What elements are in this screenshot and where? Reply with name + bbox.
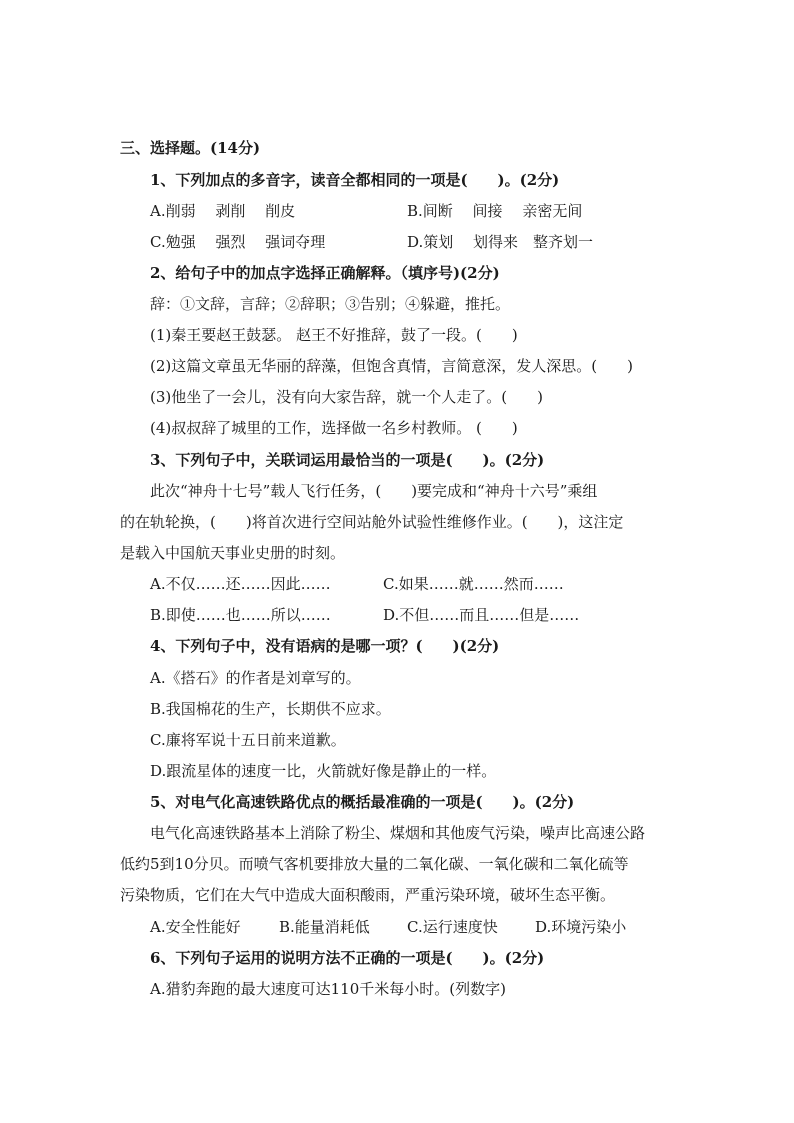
q3-options-row-2 bbox=[0, 605, 794, 625]
q3-option-b: B.即使……也……所以…… bbox=[150, 606, 331, 624]
q3-passage-line-3: 是载入中国航天事业史册的时刻。 bbox=[120, 544, 346, 562]
q4-option-b: B.我国棉花的生产，长期供不应求。 bbox=[150, 700, 391, 718]
q2-item-3: (3)他坐了一会儿，没有向大家告辞，就一个人走了。( ) bbox=[150, 388, 543, 406]
q5-passage-line-1: 电气化高速铁路基本上消除了粉尘、煤烟和其他废气污染，噪声比高速公路 bbox=[150, 824, 646, 842]
q3-passage-line-1: 此次“神舟十七号”载人飞行任务，( )要完成和“神舟十六号”乘组 bbox=[150, 482, 598, 500]
q6-option-a: A.猎豹奔跑的最大速度可达110千米每小时。(列数字) bbox=[150, 980, 506, 998]
q2-definition: 辞：①文辞，言辞；②辞职；③告别；④躲避，推托。 bbox=[150, 295, 511, 313]
q4-stem: 4、下列句子中，没有语病的是哪一项？( )(2分) bbox=[150, 637, 500, 655]
q6-stem: 6、下列句子运用的说明方法不正确的一项是( )。(2分) bbox=[150, 949, 545, 967]
q4-option-a: A.《搭石》的作者是刘章写的。 bbox=[150, 669, 361, 687]
q1-options-row-2 bbox=[0, 232, 794, 252]
q5-option-a: A.安全性能好 bbox=[150, 918, 241, 936]
q2-item-1: (1)秦王要赵王鼓瑟。 赵王不好推辞，鼓了一段。( ) bbox=[150, 326, 518, 344]
q3-stem: 3、下列句子中，关联词运用最恰当的一项是( )。(2分) bbox=[150, 451, 545, 469]
q5-option-b: B.能量消耗低 bbox=[279, 918, 370, 936]
q1-option-b: B.间断 间接 亲密无间 bbox=[407, 202, 583, 220]
q1-option-c: C.勉强 强烈 强词夺理 bbox=[150, 233, 326, 251]
q2-stem: 2、给句子中的加点字选择正确解释。（填序号)(2分) bbox=[150, 264, 500, 282]
q2-item-4: (4)叔叔辞了城里的工作，选择做一名乡村教师。 ( ) bbox=[150, 419, 518, 437]
q1-options-row-1 bbox=[0, 201, 794, 221]
q3-option-d: D.不但……而且……但是…… bbox=[383, 606, 580, 624]
q5-options-row bbox=[0, 917, 794, 937]
q1-option-a: A.削弱 剥削 削皮 bbox=[150, 202, 296, 220]
q5-option-d: D.环境污染小 bbox=[535, 918, 627, 936]
q5-passage-line-3: 污染物质，它们在大气中造成大面积酸雨，严重污染环境，破坏生态平衡。 bbox=[120, 886, 616, 904]
section-title: 三、选择题。(14分) bbox=[120, 139, 261, 157]
q3-option-c: C.如果……就……然而…… bbox=[383, 575, 564, 593]
q5-option-c: C.运行速度快 bbox=[407, 918, 498, 936]
q5-stem: 5、对电气化高速铁路优点的概括最准确的一项是( )。(2分) bbox=[150, 793, 575, 811]
q1-option-d: D.策划 划得来 整齐划一 bbox=[407, 233, 594, 251]
q2-item-2: (2)这篇文章虽无华丽的辞藻，但饱含真情，言简意深，发人深思。( ) bbox=[150, 357, 633, 375]
q4-option-c: C.廉将军说十五日前来道歉。 bbox=[150, 731, 346, 749]
q1-stem: 1、下列加点的多音字，读音全都相同的一项是( )。(2分) bbox=[150, 171, 560, 189]
q4-option-d: D.跟流星体的速度一比，火箭就好像是静止的一样。 bbox=[150, 762, 497, 780]
q3-option-a: A.不仅……还……因此…… bbox=[150, 575, 331, 593]
q5-passage-line-2: 低约5到10分贝。而喷气客机要排放大量的二氧化碳、一氧化碳和二氧化硫等 bbox=[120, 855, 629, 873]
q3-passage-line-2: 的在轨轮换，( )将首次进行空间站舱外试验性维修作业。( )，这注定 bbox=[120, 513, 624, 531]
q3-options-row-1 bbox=[0, 574, 794, 594]
